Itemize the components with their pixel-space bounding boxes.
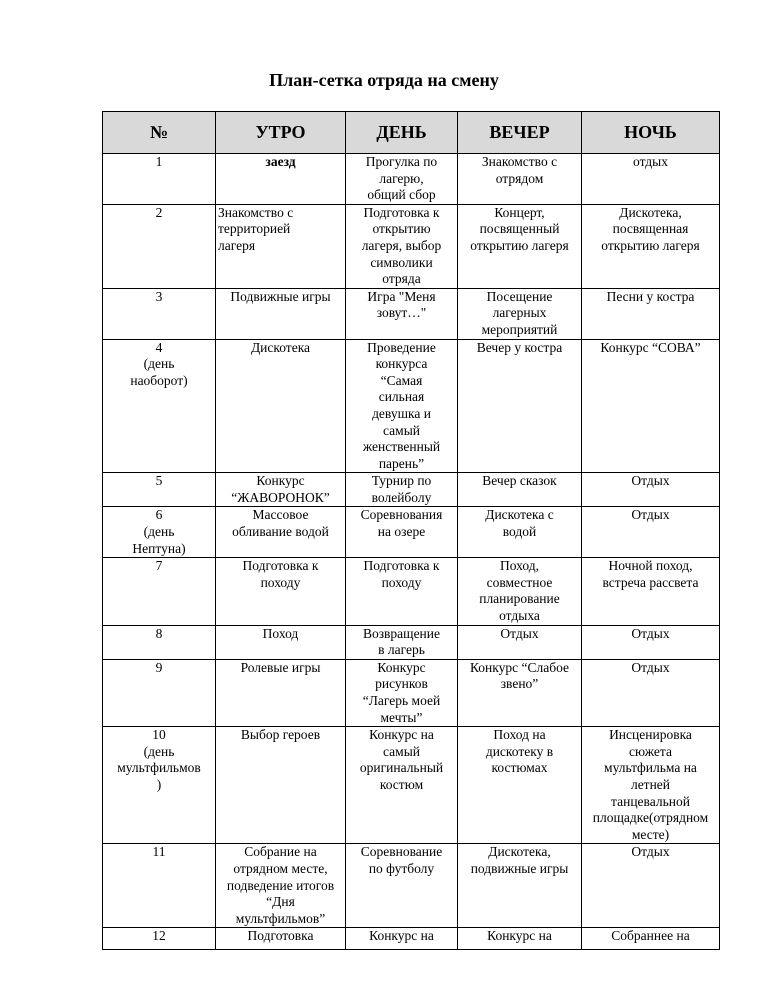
table-row	[103, 659, 720, 726]
cell-morning: Собрание на отрядном месте, подведение итогов “Дня мультфильмов”	[216, 844, 346, 928]
cell-morning: Выбор героев	[216, 727, 346, 844]
header-day: ДЕНЬ	[346, 112, 458, 154]
cell-day: Турнир по волейболу	[346, 473, 458, 507]
cell-number: 11	[103, 844, 216, 928]
page-title: План-сетка отряда на смену	[269, 70, 499, 90]
cell-morning: Подготовка к походу	[216, 558, 346, 625]
cell-morning: Подготовка	[216, 928, 346, 950]
cell-night: Отдых	[582, 625, 720, 659]
cell-evening: Вечер у костра	[458, 339, 582, 473]
cell-morning: Массовое обливание водой	[216, 507, 346, 558]
cell-day: Конкурс на	[346, 928, 458, 950]
cell-day: Подготовка к походу	[346, 558, 458, 625]
cell-night: Отдых	[582, 473, 720, 507]
table-row	[103, 558, 720, 625]
cell-night: Отдых	[582, 507, 720, 558]
cell-number: 9	[103, 659, 216, 726]
table-row	[103, 204, 720, 288]
header-night: НОЧЬ	[582, 112, 720, 154]
table-row	[103, 473, 720, 507]
table-row	[103, 154, 720, 205]
cell-evening: Конкурс “Слабое звено”	[458, 659, 582, 726]
cell-night: Отдых	[582, 844, 720, 928]
header-evening: ВЕЧЕР	[458, 112, 582, 154]
cell-number: 1	[103, 154, 216, 205]
header-row	[103, 112, 720, 154]
cell-morning: Дискотека	[216, 339, 346, 473]
cell-evening: Дискотека с водой	[458, 507, 582, 558]
cell-number: 6 (день Нептуна)	[103, 507, 216, 558]
cell-number: 12	[103, 928, 216, 950]
cell-night: Собраннее на	[582, 928, 720, 950]
cell-evening: Поход, совместное планирование отдыха	[458, 558, 582, 625]
cell-night: Дискотека, посвященная открытию лагеря	[582, 204, 720, 288]
cell-night: Песни у костра	[582, 288, 720, 339]
cell-day: Соревнование по футболу	[346, 844, 458, 928]
cell-number: 7	[103, 558, 216, 625]
cell-evening: Знакомство с отрядом	[458, 154, 582, 205]
table-row	[103, 727, 720, 844]
table-row	[103, 844, 720, 928]
header-number: №	[103, 112, 216, 154]
cell-morning: Подвижные игры	[216, 288, 346, 339]
cell-day: Подготовка к открытию лагеря, выбор символики отряда	[346, 204, 458, 288]
cell-morning: Конкурс “ЖАВОРОНОК”	[216, 473, 346, 507]
cell-number: 10 (день мультфильмов )	[103, 727, 216, 844]
cell-day: Проведение конкурса “Самая сильная девушка и самый женственный парень”	[346, 339, 458, 473]
table-row	[103, 625, 720, 659]
cell-day: Возвращение в лагерь	[346, 625, 458, 659]
cell-day: Игра "Меня зовут…"	[346, 288, 458, 339]
cell-number: 2	[103, 204, 216, 288]
cell-night: Отдых	[582, 659, 720, 726]
cell-number: 8	[103, 625, 216, 659]
cell-evening: Вечер сказок	[458, 473, 582, 507]
cell-morning: заезд	[216, 154, 346, 205]
cell-evening: Отдых	[458, 625, 582, 659]
header-morning: УТРО	[216, 112, 346, 154]
cell-evening: Посещение лагерных мероприятий	[458, 288, 582, 339]
cell-evening: Поход на дискотеку в костюмах	[458, 727, 582, 844]
table-row	[103, 288, 720, 339]
cell-morning: Поход	[216, 625, 346, 659]
cell-number: 4 (день наоборот)	[103, 339, 216, 473]
cell-day: Соревнования на озере	[346, 507, 458, 558]
cell-evening: Конкурс на	[458, 928, 582, 950]
cell-night: отдых	[582, 154, 720, 205]
cell-day: Прогулка по лагерю, общий сбор	[346, 154, 458, 205]
cell-day: Конкурс на самый оригинальный костюм	[346, 727, 458, 844]
cell-evening: Концерт, посвященный открытию лагеря	[458, 204, 582, 288]
cell-morning: Ролевые игры	[216, 659, 346, 726]
table-row	[103, 928, 720, 950]
cell-morning: Знакомство с территорией лагеря	[216, 204, 346, 288]
cell-night: Конкурс “СОВА”	[582, 339, 720, 473]
schedule-table	[102, 111, 720, 950]
cell-evening: Дискотека, подвижные игры	[458, 844, 582, 928]
cell-day: Конкурс рисунков “Лагерь моей мечты”	[346, 659, 458, 726]
cell-night: Ночной поход, встреча рассвета	[582, 558, 720, 625]
cell-number: 5	[103, 473, 216, 507]
cell-night: Инсценировка сюжета мультфильма на летней танцевальной площадке(отрядном месте)	[582, 727, 720, 844]
table-row	[103, 339, 720, 473]
table-row	[103, 507, 720, 558]
cell-number: 3	[103, 288, 216, 339]
